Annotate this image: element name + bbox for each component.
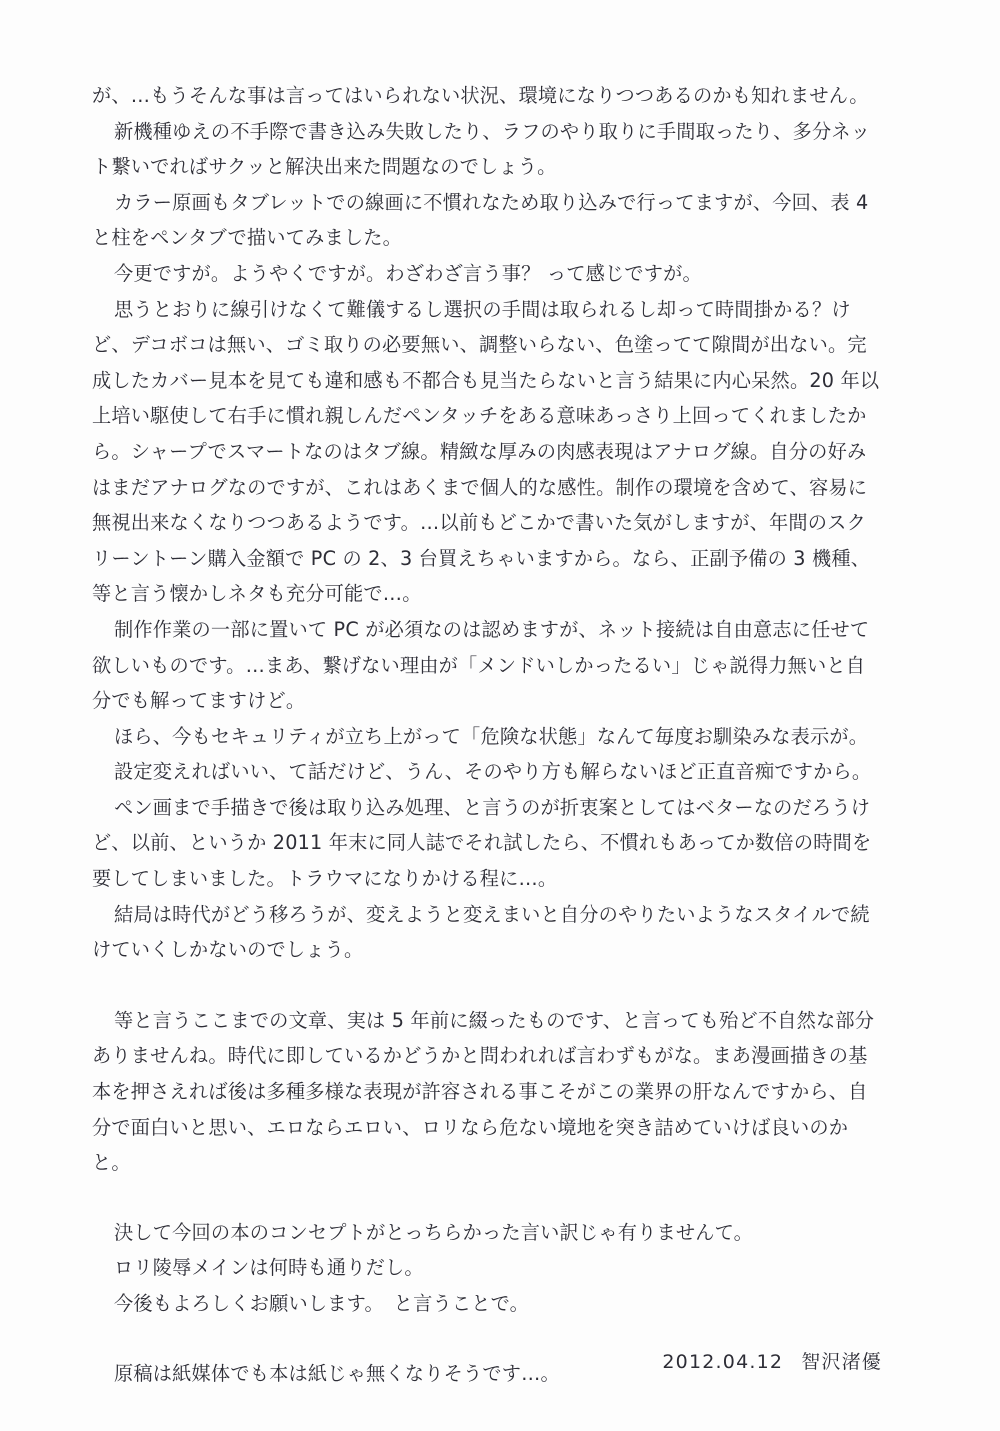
paragraph-15: 原稿は紙媒体でも本は紙じゃ無くなりそうです…。 bbox=[114, 1361, 560, 1385]
paragraph-13: ロリ陵辱メインは何時も通りだし。 bbox=[114, 1256, 424, 1280]
signature-block bbox=[633, 1325, 882, 1396]
paragraph-4: 今更ですが。ようやくですが。わざわざ言う事？ って感じですが。 bbox=[114, 261, 702, 285]
paragraph-10: 結局は時代がどう移ろうが、変えようと変えまいと自分のやりたいようなスタイルで続けていくしかないのでしょう。 bbox=[92, 902, 870, 962]
section-gap-2 bbox=[92, 1181, 882, 1215]
section-gap-1 bbox=[92, 968, 882, 1003]
afterword-body bbox=[92, 78, 882, 1391]
paragraph-6: 制作作業の一部に置いて PC が必須なのは認めますが、ネット接続は自由意志に任せて欲しいものです。…まあ、繋げない理由が「メンドいしかったるい」じゃ説得力無いと自分でも解ってますけど。 bbox=[92, 617, 870, 713]
paragraph-12: 決して今回の本のコンセプトがとっちらかった言い訳じゃ有りませんて。 bbox=[114, 1220, 754, 1244]
paragraph-2: 新機種ゆえの不手際で書き込み失敗したり、ラフのやり取りに手間取ったり、多分ネット繋いでればサクッと解決出来た問題なのでしょう。 bbox=[92, 119, 871, 179]
paragraph-8: 設定変えればいい、て話だけど、うん、そのやり方も解らないほど正直音痴ですから。 bbox=[114, 760, 872, 784]
paragraph-9: ペン画まで手描きで後は取り込み処理、と言うのが折衷案としてはベターなのだろうけど、以前、というか 2011 年末に同人誌でそれ試したら、不慣れもあってか数倍の時間を要してしまいました。トラウマになりかける程に…。 bbox=[92, 795, 872, 891]
paragraph-11: 等と言うここまでの文章、実は 5 年前に綴ったものです、と言っても殆ど不自然な部分ありませんね。時代に即しているかどうかと問われれば言わずもがな。まあ漫画描きの基本を押さえれば後は多種多様な表現が許容される事こそがこの業界の肝なんですから、自分で面白いと思い、エロならエロい、ロリなら危ない境地を突き詰めていけば良いのかと。 bbox=[92, 1008, 875, 1175]
paragraph-1: が、…もうそんな事は言ってはいられない状況、環境になりつつあるのかも知れません。 bbox=[92, 84, 869, 107]
paragraph-5: 思うとおりに線引けなくて難儀するし選択の手間は取られるし却って時間掛かる？けど、デコボコは無い、ゴミ取りの必要無い、調整いらない、色塗ってて隙間が出ない。完成したカバー見本を見ても違和感も不都合も見当たらないと言う結果に内心呆然。20 年以上培い駆使して右手に慣れ親しんだペンタッチをある意味あっさり上回ってくれましたから。シャープでスマートなのはタブ線。精緻な厚みの肉感表現はアナログ線。自分の好みはまだアナログなのですが、これはあくまで個人的な感性。制作の環境を含めて、容易に無視出来なくなりつつあるようです。…以前もどこかで書いた気がしますが、年間のスクリーントーン購入金額で PC の 2、3 台買えちゃいますから。なら、正副予備の 3 機種、等と言う懐かしネタも充分可能で…。 bbox=[92, 297, 880, 606]
signature-date: 2012.04.12 bbox=[662, 1351, 784, 1373]
signature-author: 智沢渚優 bbox=[801, 1351, 882, 1373]
paragraph-14: 今後もよろしくお願いします。 と言うことで。 bbox=[114, 1292, 530, 1315]
paragraph-3: カラー原画もタブレットでの線画に不慣れなため取り込みで行ってますが、今回、表 4 と柱をペンタブで描いてみました。 bbox=[92, 190, 875, 250]
paragraph-7: ほら、今もセキュリティが立ち上がって「危険な状態」なんて毎度お馴染みな表示が。 bbox=[114, 724, 869, 748]
